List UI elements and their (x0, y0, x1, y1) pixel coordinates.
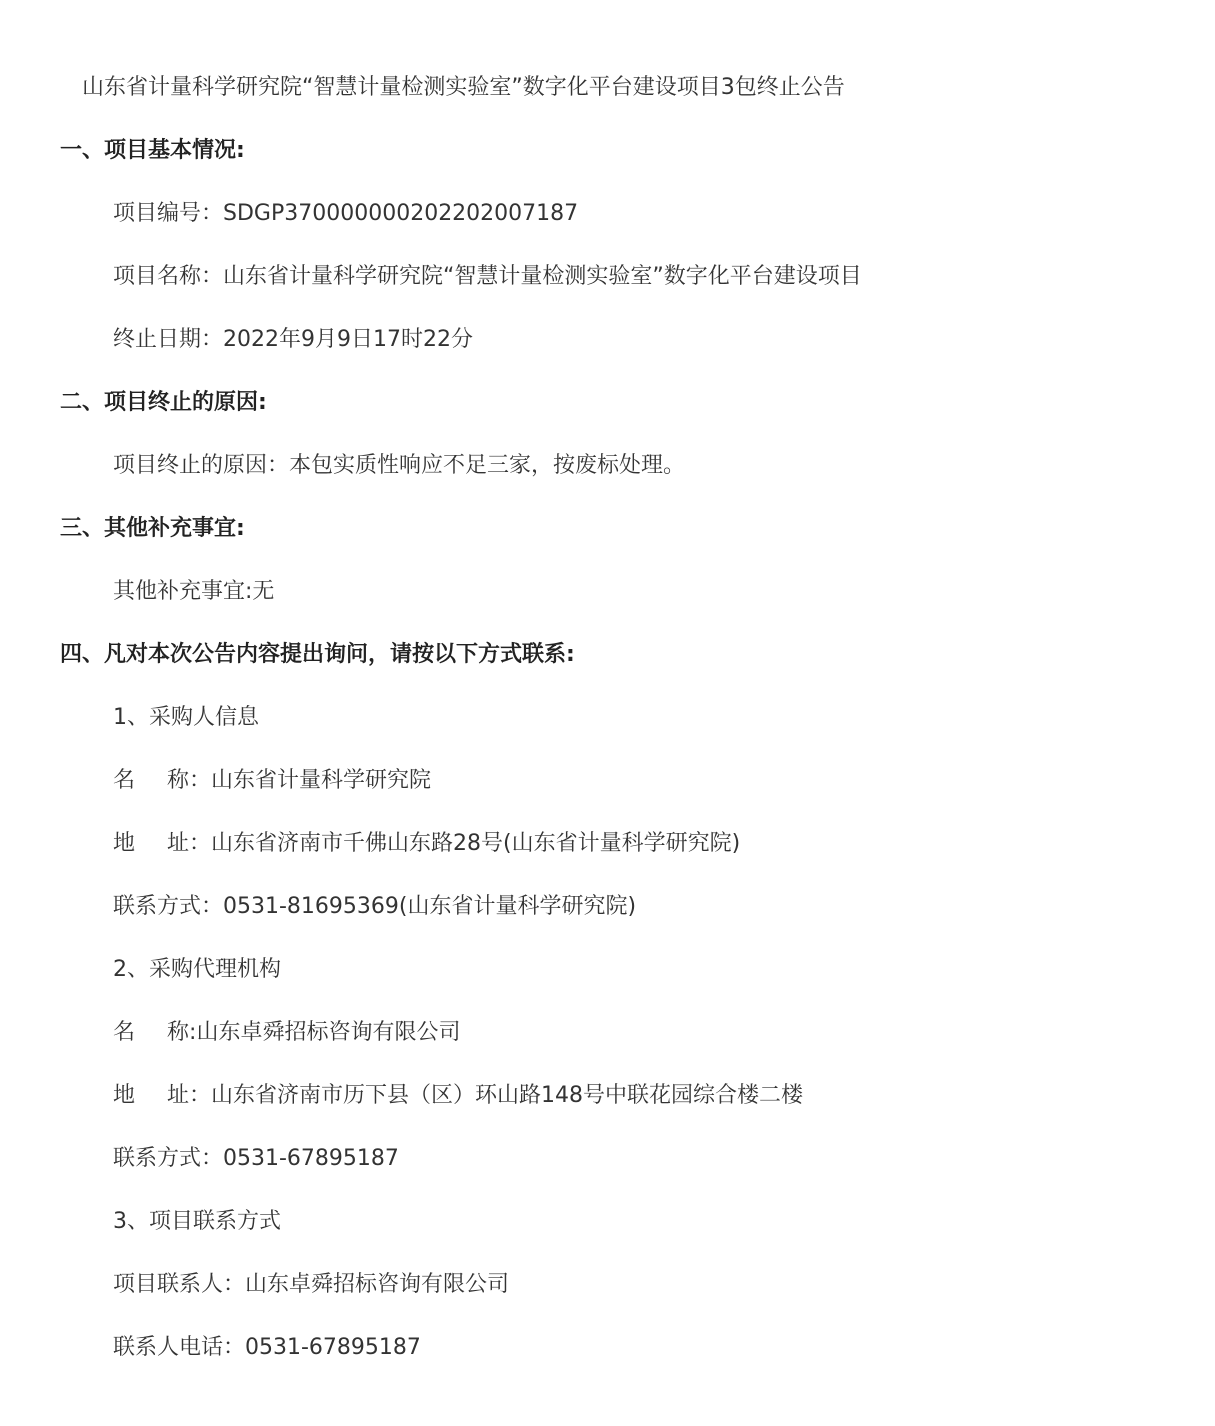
purchaser-name (113, 766, 431, 796)
section-heading-termination-reason: 二、项目终止的原因: (60, 390, 267, 415)
section-heading-basic-info: 一、项目基本情况: (60, 138, 245, 163)
agency-address-value: 山东省济南市历下县（区）环山路148号中联花园综合楼二楼 (211, 1083, 804, 1108)
purchaser-info-title: 1、采购人信息 (113, 705, 259, 730)
agency-name-label-b: 称: (167, 1020, 197, 1045)
agency-name-label-a: 名 (113, 1020, 136, 1045)
section-heading-other-matters: 三、其他补充事宜: (60, 516, 245, 541)
agency-name-value: 山东卓舜招标咨询有限公司 (196, 1020, 461, 1045)
purchaser-address-label-a: 地 (113, 831, 136, 856)
purchaser-address (113, 829, 740, 859)
agency-address-label-a: 地 (113, 1083, 136, 1108)
project-contact-phone: 联系人电话：0531-67895187 (113, 1335, 421, 1360)
purchaser-name-value: 山东省计量科学研究院 (211, 768, 432, 793)
purchaser-name-label-b: 称： (167, 768, 212, 793)
agency-info-title: 2、采购代理机构 (113, 957, 281, 982)
agency-address-label-b: 址： (167, 1083, 212, 1108)
project-contact-title: 3、项目联系方式 (113, 1209, 281, 1234)
agency-name (113, 1018, 460, 1048)
termination-reason: 项目终止的原因：本包实质性响应不足三家，按废标处理。 (113, 453, 686, 478)
agency-address (113, 1081, 803, 1111)
announcement-title: 山东省计量科学研究院“智慧计量检测实验室”数字化平台建设项目3包终止公告 (82, 75, 845, 100)
purchaser-address-value: 山东省济南市千佛山东路28号(山东省计量科学研究院) (211, 831, 741, 856)
purchaser-contact: 联系方式：0531-81695369(山东省计量科学研究院) (113, 894, 637, 919)
section-heading-contact: 四、凡对本次公告内容提出询问，请按以下方式联系: (60, 642, 575, 667)
other-matters: 其他补充事宜:无 (113, 579, 275, 604)
project-number: 项目编号：SDGP370000000202202007187 (113, 201, 579, 226)
project-name: 项目名称：山东省计量科学研究院“智慧计量检测实验室”数字化平台建设项目 (113, 264, 862, 289)
purchaser-name-label-a: 名 (113, 768, 136, 793)
purchaser-address-label-b: 址： (167, 831, 212, 856)
agency-contact: 联系方式：0531-67895187 (113, 1146, 399, 1171)
project-contact-person: 项目联系人：山东卓舜招标咨询有限公司 (113, 1272, 510, 1297)
termination-date: 终止日期：2022年9月9日17时22分 (113, 327, 473, 352)
